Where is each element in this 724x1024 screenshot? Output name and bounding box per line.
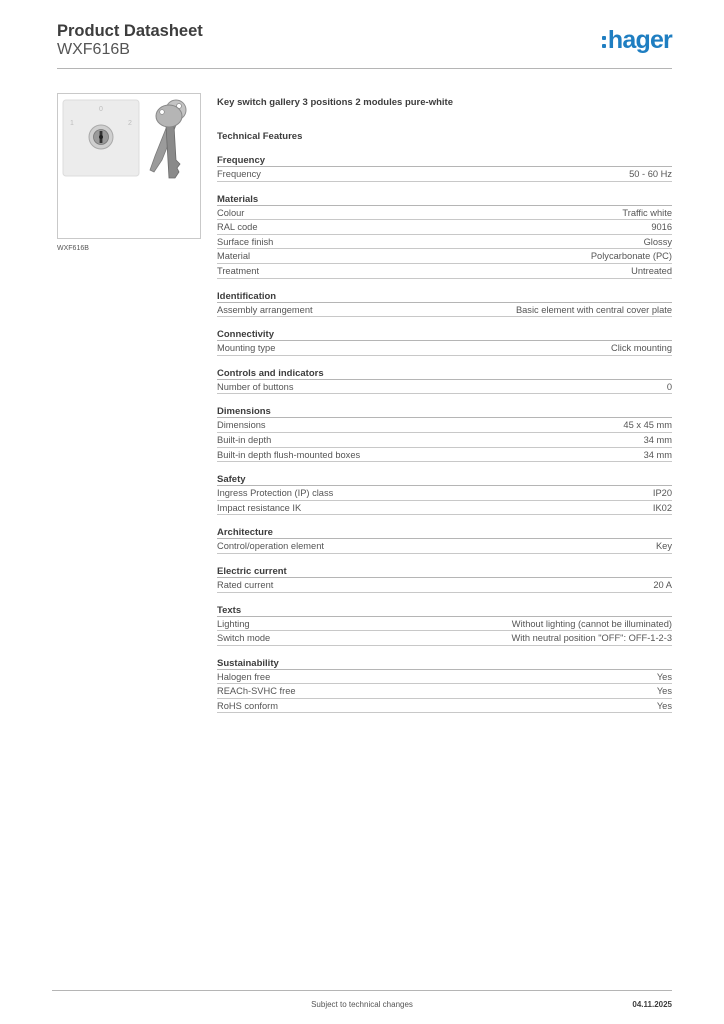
feature-section: [217, 474, 672, 515]
feature-label: Frequency: [217, 169, 261, 179]
position-label-2: 2: [128, 120, 132, 127]
feature-label: Assembly arrangement: [217, 304, 313, 315]
feature-value: Yes: [656, 686, 672, 697]
feature-value: IP20: [652, 488, 672, 499]
product-image: [57, 93, 201, 239]
feature-row: [217, 433, 672, 448]
feature-value: Traffic white: [622, 207, 672, 218]
feature-row: [217, 501, 672, 516]
feature-sections: [217, 155, 672, 713]
feature-label: REACh-SVHC free: [217, 686, 296, 697]
technical-features-title: Technical Features: [217, 131, 303, 142]
feature-value: 0: [666, 381, 672, 392]
feature-label: Mounting type: [217, 343, 276, 354]
feature-value: Without lighting (cannot be illuminated): [511, 618, 672, 629]
logo-dots-icon: [602, 36, 606, 48]
feature-value: 9016: [651, 222, 672, 233]
image-caption: WXF616B: [57, 245, 89, 252]
feature-row: [217, 578, 672, 593]
product-code: WXF616B: [57, 41, 130, 58]
key-front-icon: [156, 105, 182, 178]
feature-row: [217, 341, 672, 356]
feature-label: RAL code: [217, 222, 258, 233]
feature-label: Built-in depth: [217, 434, 272, 445]
section-heading: Connectivity: [217, 329, 672, 341]
feature-value: Yes: [656, 700, 672, 711]
section-heading: Identification: [217, 291, 672, 303]
hager-logo: [602, 25, 672, 55]
feature-row: [217, 303, 672, 318]
feature-section: [217, 368, 672, 395]
feature-row: [217, 699, 672, 714]
section-heading: Controls and indicators: [217, 368, 672, 380]
feature-value: Click mounting: [611, 343, 672, 354]
feature-section: [217, 605, 672, 646]
feature-label: Control/operation element: [217, 541, 324, 552]
footer-date: 04.11.2025: [632, 1000, 672, 1009]
feature-section: [217, 566, 672, 593]
feature-section: [217, 658, 672, 714]
feature-value: Yes: [656, 671, 672, 682]
section-heading: Frequency: [217, 155, 672, 167]
feature-label: RoHS conform: [217, 700, 278, 711]
position-label-1: 1: [70, 120, 74, 127]
feature-label: Dimensions: [217, 420, 266, 431]
page-footer: [52, 990, 672, 1009]
logo-text: hager: [607, 26, 672, 54]
section-heading: Dimensions: [217, 406, 672, 418]
product-name: Key switch gallery 3 positions 2 modules pure-white: [217, 97, 453, 108]
feature-value: Polycarbonate (PC): [590, 251, 672, 262]
feature-label: Rated current: [217, 579, 274, 590]
page-header: [57, 21, 672, 69]
section-heading: Texts: [217, 605, 672, 617]
feature-label: Built-in depth flush-mounted boxes: [217, 449, 361, 460]
feature-label: Number of buttons: [217, 381, 294, 392]
feature-label: Surface finish: [217, 236, 274, 247]
feature-value: IK02: [652, 502, 672, 513]
feature-value: 34 mm: [643, 449, 672, 460]
position-label-0: 0: [99, 106, 103, 113]
feature-row: [217, 617, 672, 632]
feature-section: [217, 194, 672, 279]
feature-section: [217, 155, 672, 182]
feature-row: [217, 264, 672, 279]
feature-value: Untreated: [631, 265, 672, 276]
feature-value: Basic element with central cover plate: [515, 304, 672, 315]
page-title: Product Datasheet: [57, 22, 203, 40]
feature-label: Halogen free: [217, 671, 271, 682]
feature-label: Ingress Protection (IP) class: [217, 488, 334, 499]
feature-row: [217, 235, 672, 250]
feature-row: [217, 539, 672, 554]
footer-note: Subject to technical changes: [311, 1000, 413, 1009]
feature-label: Switch mode: [217, 633, 271, 644]
feature-row: [217, 670, 672, 685]
datasheet-content: [217, 96, 672, 713]
section-heading: Electric current: [217, 566, 672, 578]
feature-section: [217, 291, 672, 318]
feature-row: [217, 684, 672, 699]
feature-value: Key: [655, 541, 672, 552]
feature-row: [217, 448, 672, 463]
feature-label: Colour: [217, 207, 245, 218]
feature-section: [217, 527, 672, 554]
feature-value: 34 mm: [643, 434, 672, 445]
feature-row: [217, 631, 672, 646]
section-heading: Sustainability: [217, 658, 672, 670]
feature-label: Material: [217, 251, 251, 262]
feature-row: [217, 167, 672, 182]
feature-row: [217, 220, 672, 235]
feature-label: Lighting: [217, 618, 250, 629]
feature-value: Glossy: [643, 236, 672, 247]
feature-value: 50 - 60 Hz: [629, 169, 672, 179]
section-heading: Safety: [217, 474, 672, 486]
feature-value: 45 x 45 mm: [623, 420, 672, 431]
feature-label: Impact resistance IK: [217, 502, 302, 513]
section-heading: Materials: [217, 194, 672, 206]
feature-value: 20 A: [653, 579, 672, 590]
key-switch-illustration: [58, 94, 200, 238]
feature-row: [217, 486, 672, 501]
feature-row: [217, 418, 672, 433]
feature-row: [217, 380, 672, 395]
feature-section: [217, 406, 672, 462]
feature-label: Treatment: [217, 265, 260, 276]
feature-row: [217, 206, 672, 221]
feature-section: [217, 329, 672, 356]
feature-value: With neutral position "OFF": OFF-1-2-3: [511, 633, 672, 644]
section-heading: Architecture: [217, 527, 672, 539]
feature-row: [217, 249, 672, 264]
